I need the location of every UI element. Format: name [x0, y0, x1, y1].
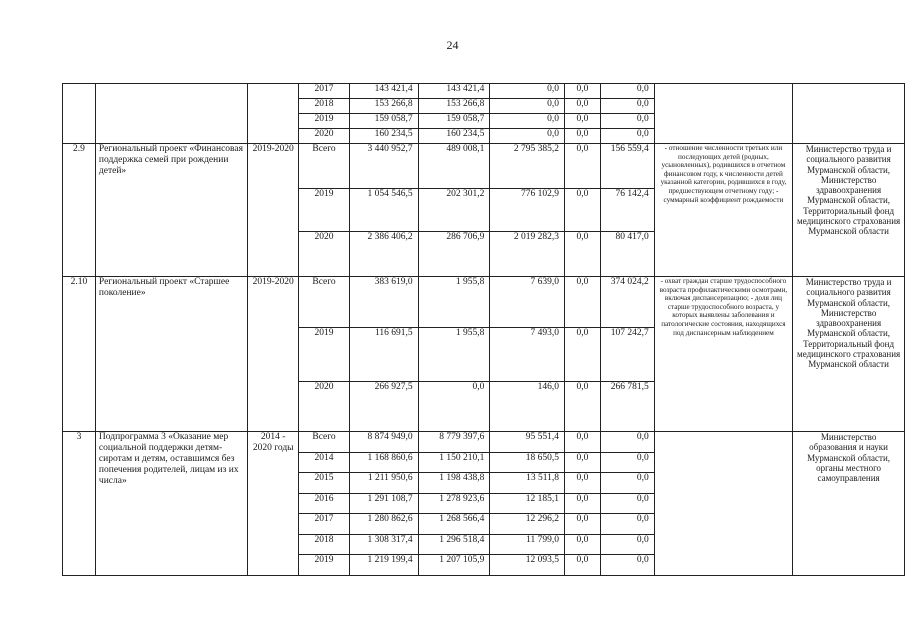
local-budget-cell: 0,0	[565, 189, 601, 232]
federal-budget-cell: 12 185,1	[490, 494, 565, 514]
regional-budget-cell: 1 268 566,4	[418, 514, 490, 535]
regional-budget-cell: 1 955,8	[418, 277, 490, 328]
responsible-cell	[793, 84, 905, 144]
federal-budget-cell: 18 650,5	[490, 453, 565, 473]
local-budget-cell: 0,0	[565, 514, 601, 535]
other-funds-cell: 80 417,0	[600, 232, 654, 277]
other-funds-cell: 107 242,7	[600, 328, 654, 382]
local-budget-cell: 0,0	[565, 144, 601, 189]
year-cell: 2019	[299, 189, 350, 232]
budget-table	[62, 83, 905, 576]
regional-budget-cell: 1 207 105,9	[418, 555, 490, 576]
regional-budget-cell: 286 706,9	[418, 232, 490, 277]
local-budget-cell: 0,0	[565, 99, 601, 114]
other-funds-cell: 0,0	[600, 114, 654, 129]
federal-budget-cell: 0,0	[490, 84, 565, 99]
page-number: 24	[446, 38, 459, 52]
indicators-cell	[654, 84, 792, 144]
other-funds-cell: 374 024,2	[600, 277, 654, 328]
total-cell: 153 266,8	[349, 99, 418, 114]
target-indicators: - отношение численности третьих или последующих детей (родных, усыновленных), родившихся в отчетном финансовом году, к численности детей указанной категории, родившихся в году, предшествующем отчетному году; - суммарный коэффициент рождаемости	[654, 144, 792, 277]
year-cell: Всего	[299, 277, 350, 328]
federal-budget-cell: 11 799,0	[490, 535, 565, 555]
other-funds-cell: 0,0	[600, 514, 654, 535]
row-number: 2.9	[63, 144, 96, 277]
table-row	[63, 432, 905, 453]
federal-budget-cell: 12 093,5	[490, 555, 565, 576]
federal-budget-cell: 2 795 385,2	[490, 144, 565, 189]
name-cell	[95, 84, 247, 144]
local-budget-cell: 0,0	[565, 114, 601, 129]
year-cell: 2020	[299, 232, 350, 277]
other-funds-cell: 0,0	[600, 453, 654, 473]
table-row	[63, 144, 905, 189]
local-budget-cell: 0,0	[565, 494, 601, 514]
federal-budget-cell: 0,0	[490, 99, 565, 114]
year-cell: 2020	[299, 129, 350, 144]
regional-budget-cell: 1 955,8	[418, 328, 490, 382]
federal-budget-cell: 776 102,9	[490, 189, 565, 232]
table-row	[63, 277, 905, 328]
local-budget-cell: 0,0	[565, 473, 601, 494]
responsible-executors: Министерство труда и социального развития Мурманской области, Министерство здравоохранения Мурманской области, Территориальный фонд медицинского страхования Мурманской области	[793, 144, 905, 277]
federal-budget-cell: 95 551,4	[490, 432, 565, 453]
local-budget-cell: 0,0	[565, 232, 601, 277]
other-funds-cell: 156 559,4	[600, 144, 654, 189]
local-budget-cell: 0,0	[565, 432, 601, 453]
implementation-period: 2019-2020	[248, 277, 299, 432]
regional-budget-cell: 489 008,1	[418, 144, 490, 189]
local-budget-cell: 0,0	[565, 555, 601, 576]
year-cell: 2019	[299, 114, 350, 129]
local-budget-cell: 0,0	[565, 129, 601, 144]
total-cell: 159 058,7	[349, 114, 418, 129]
federal-budget-cell: 7 493,0	[490, 328, 565, 382]
other-funds-cell: 266 781,5	[600, 382, 654, 432]
federal-budget-cell: 0,0	[490, 114, 565, 129]
regional-budget-cell: 160 234,5	[418, 129, 490, 144]
local-budget-cell: 0,0	[565, 382, 601, 432]
other-funds-cell: 0,0	[600, 84, 654, 99]
regional-budget-cell: 1 198 438,8	[418, 473, 490, 494]
year-cell: 2014	[299, 453, 350, 473]
regional-budget-cell: 159 058,7	[418, 114, 490, 129]
year-cell: 2020	[299, 382, 350, 432]
number-cell	[63, 84, 96, 144]
local-budget-cell: 0,0	[565, 535, 601, 555]
total-cell: 143 421,4	[349, 84, 418, 99]
total-cell: 2 386 406,2	[349, 232, 418, 277]
total-cell: 116 691,5	[349, 328, 418, 382]
total-cell: 3 440 952,7	[349, 144, 418, 189]
year-cell: 2018	[299, 99, 350, 114]
regional-budget-cell: 143 421,4	[418, 84, 490, 99]
row-number: 2.10	[63, 277, 96, 432]
responsible-executors: Министерство труда и социального развития Мурманской области, Министерство здравоохранения Мурманской области, Территориальный фонд медицинского страхования Мурманской области	[793, 277, 905, 432]
year-cell: Всего	[299, 144, 350, 189]
other-funds-cell: 0,0	[600, 535, 654, 555]
total-cell: 266 927,5	[349, 382, 418, 432]
year-cell: Всего	[299, 432, 350, 453]
other-funds-cell: 0,0	[600, 473, 654, 494]
other-funds-cell: 0,0	[600, 555, 654, 576]
regional-budget-cell: 1 150 210,1	[418, 453, 490, 473]
regional-budget-cell: 1 296 518,4	[418, 535, 490, 555]
total-cell: 1 219 199,4	[349, 555, 418, 576]
program-name: Региональный проект «Старшее поколение»	[95, 277, 247, 432]
period-cell	[248, 84, 299, 144]
year-cell: 2016	[299, 494, 350, 514]
table-row	[63, 84, 905, 99]
regional-budget-cell: 1 278 923,6	[418, 494, 490, 514]
total-cell: 1 168 860,6	[349, 453, 418, 473]
total-cell: 1 211 950,6	[349, 473, 418, 494]
implementation-period: 2019-2020	[248, 144, 299, 277]
other-funds-cell: 76 142,4	[600, 189, 654, 232]
total-cell: 1 280 862,6	[349, 514, 418, 535]
year-cell: 2017	[299, 514, 350, 535]
federal-budget-cell: 0,0	[490, 129, 565, 144]
local-budget-cell: 0,0	[565, 328, 601, 382]
federal-budget-cell: 13 511,8	[490, 473, 565, 494]
total-cell: 1 291 108,7	[349, 494, 418, 514]
regional-budget-cell: 8 779 397,6	[418, 432, 490, 453]
local-budget-cell: 0,0	[565, 277, 601, 328]
responsible-executors: Министерство образования и науки Мурманской области, органы местного самоуправления	[793, 432, 905, 576]
other-funds-cell: 0,0	[600, 99, 654, 114]
regional-budget-cell: 202 301,2	[418, 189, 490, 232]
total-cell: 160 234,5	[349, 129, 418, 144]
total-cell: 8 874 949,0	[349, 432, 418, 453]
federal-budget-cell: 2 019 282,3	[490, 232, 565, 277]
federal-budget-cell: 7 639,0	[490, 277, 565, 328]
other-funds-cell: 0,0	[600, 432, 654, 453]
total-cell: 1 054 546,5	[349, 189, 418, 232]
regional-budget-cell: 0,0	[418, 382, 490, 432]
target-indicators	[654, 432, 792, 576]
year-cell: 2019	[299, 555, 350, 576]
local-budget-cell: 0,0	[565, 84, 601, 99]
program-name: Подпрограмма 3 «Оказание мер социальной поддержки детям-сиротам и детям, оставшимся без попечения родителей, лицам из их числа»	[95, 432, 247, 576]
regional-budget-cell: 153 266,8	[418, 99, 490, 114]
federal-budget-cell: 146,0	[490, 382, 565, 432]
other-funds-cell: 0,0	[600, 494, 654, 514]
year-cell: 2015	[299, 473, 350, 494]
implementation-period: 2014 - 2020 годы	[248, 432, 299, 576]
total-cell: 1 308 317,4	[349, 535, 418, 555]
year-cell: 2018	[299, 535, 350, 555]
federal-budget-cell: 12 296,2	[490, 514, 565, 535]
program-name: Региональный проект «Финансовая поддержка семей при рождении детей»	[95, 144, 247, 277]
total-cell: 383 619,0	[349, 277, 418, 328]
local-budget-cell: 0,0	[565, 453, 601, 473]
year-cell: 2017	[299, 84, 350, 99]
year-cell: 2019	[299, 328, 350, 382]
other-funds-cell: 0,0	[600, 129, 654, 144]
target-indicators: - охват граждан старше трудоспособного возраста профилактическими осмотрами, включая диспансеризацию; - доля лиц старше трудоспособного возраста, у которых выявлены заболевания и патологические состояния, находящихся под диспансерным наблюдением	[654, 277, 792, 432]
row-number: 3	[63, 432, 96, 576]
